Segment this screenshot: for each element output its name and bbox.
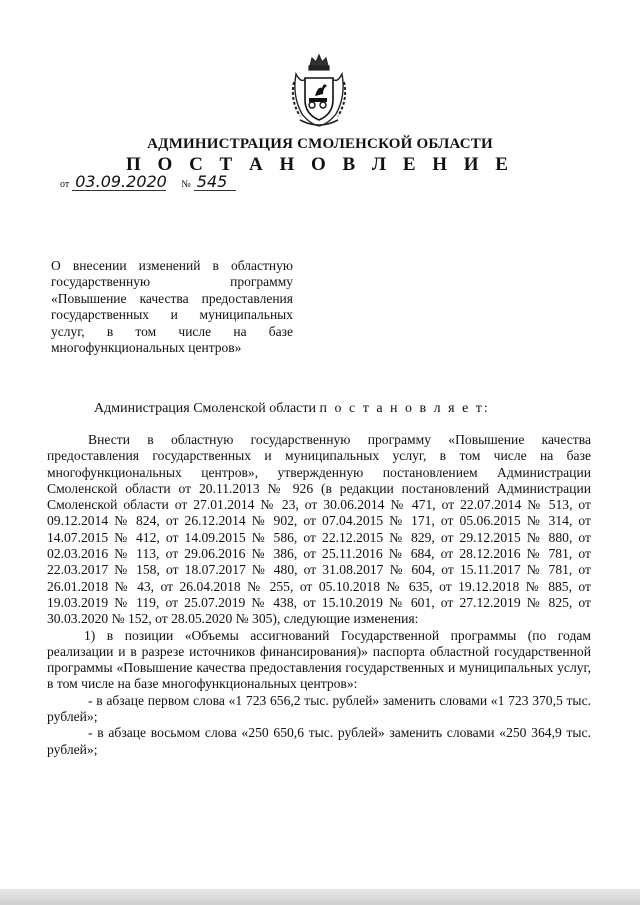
coat-of-arms-emblem [288,52,350,130]
body-paragraph: - в абзаце первом слова «1 723 656,2 тыс. рублей» заменить словами «1 723 370,5 тыс. рублей»; [47,692,591,725]
resolution-preamble [94,401,490,417]
body-paragraph: Внести в областную государственную программу «Повышение качества предоставления государственных и муниципальных услуг, в том числе на базе многофункциональных центров», утвержденную постановлением Администрации Смоленской области от 20.11.2013 № 926 (в редакции постановлений Администрации Смоленской области от 27.01.2014 № 23, от 30.06.2014 № 471, от 22.07.2014 № 513, от 09.12.2014 № 824, от 26.12.2014 № 902, от 07.04.2015 № 171, от 05.06.2015 № 314, от 14.07.2015 № 412, от 14.09.2015 № 586, от 22.12.2015 № 829, от 29.12.2015 № 880, от 02.03.2016 № 113, от 29.06.2016 № 386, от 25.11.2016 № 684, от 28.12.2016 № 781, от 22.03.2017 № 158, от 18.07.2017 № 480, от 31.08.2017 № 604, от 15.11.2017 № 781, от 26.01.2018 № 43, от 26.04.2018 № 255, от 05.10.2018 № 635, от 19.12.2018 № 885, от 19.03.2019 № 119, от 25.07.2019 № 438, от 15.10.2019 № 601, от 27.12.2019 № 825, от 30.03.2020 № 152, от 28.05.2020 № 305), следующие изменения: [47,432,591,627]
body-paragraph: 1) в позиции «Объемы ассигнований Государственной программы (по годам реализации и в разрезе источников финансирования)» паспорта областной государственной программы «Повышение качества предоставления государственных и муниципальных услуг, в том числе на базе многофункциональных центров»: [47,627,591,692]
document-body [47,432,591,758]
subject-text: О внесении изменений в областную государственную программу «Повышение качества предоставления государственных и муниципальных услуг, в том числе на базе многофункциональных центров» [51,258,293,356]
scan-bottom-edge [0,889,640,905]
document-subject [51,258,293,356]
body-paragraph: - в абзаце восьмом слова «250 650,6 тыс. рублей» заменить словами «250 364,9 тыс. рублей»; [47,725,591,757]
document-type-title: П О С Т А Н О В Л Е Н И Е [126,154,514,175]
date-number-line [60,174,236,191]
handwritten-number: 545 [194,174,236,191]
preamble-text: Администрация Смоленской области [94,401,317,416]
date-label: от [60,179,70,190]
preamble-verb: п о с т а н о в л я е т: [319,401,490,416]
number-label: № [181,179,191,190]
organization-name: АДМИНИСТРАЦИЯ СМОЛЕНСКОЙ ОБЛАСТИ [147,136,493,152]
handwritten-date: 03.09.2020 [72,174,166,191]
